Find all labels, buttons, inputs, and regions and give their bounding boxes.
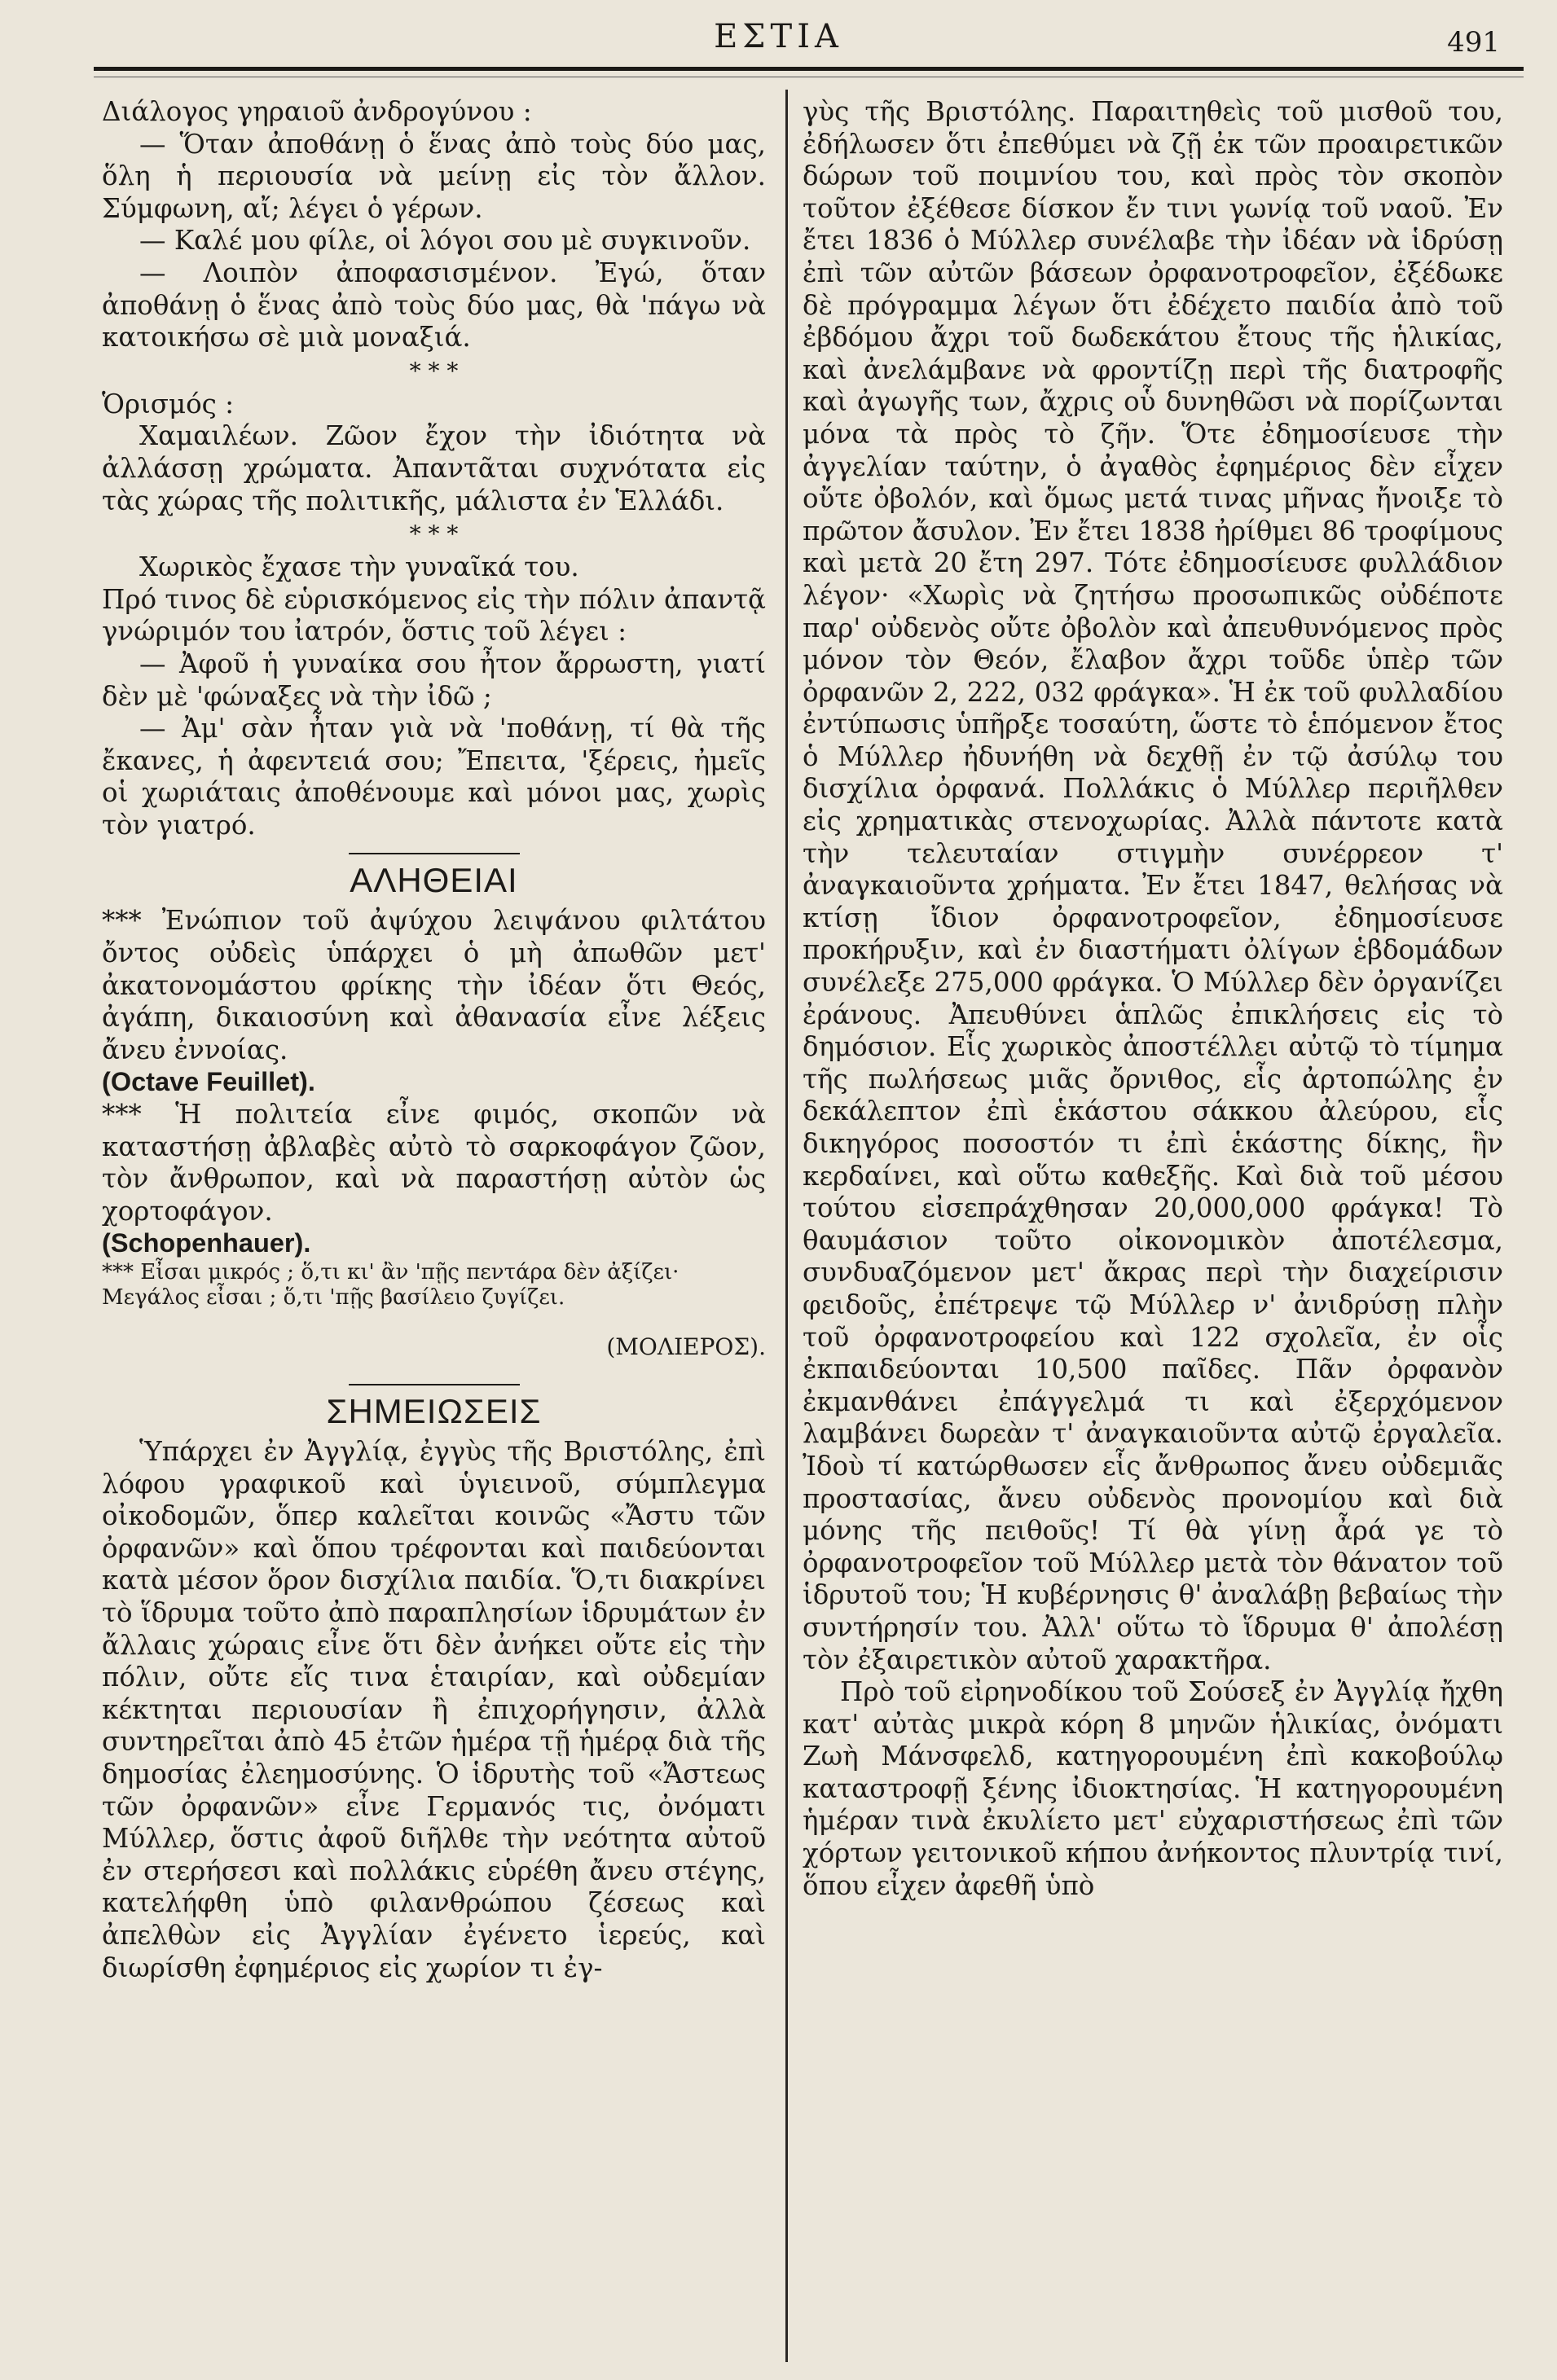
- anecdote-line: Χωρικὸς ἔχασε τὴν γυναῖκά του.: [139, 551, 579, 583]
- left-column: [102, 96, 766, 1984]
- definition-text: Χαμαιλέων. Ζῶον ἔχον τὴν ἰδιότητα νὰ ἀλλάσσῃ χρώματα. Ἀπαντᾶται συχνότατα εἰς τὰς χώρας τῆς πολιτικῆς, μάλιστα ἐν Ἑλλάδι.: [102, 420, 766, 516]
- note-text-continued: γὺς τῆς Βριστόλης. Παραιτηθεὶς τοῦ μισθοῦ του, ἐδήλωσεν ὅτι ἐπεθύμει νὰ ζῇ ἐκ τῶν προαιρετικῶν δώρων τοῦ ποιμνίου του, καὶ πρὸς τὸν σκοπὸν τοῦτον ἐξέθεσε δίσκον ἔν τινι γωνίᾳ τοῦ ναοῦ. Ἐν ἔτει 1836 ὁ Μύλλερ συνέλαβε τὴν ἰδέαν νὰ ἱδρύσῃ ἐπὶ τῶν αὐτῶν βάσεων ὀρφανοτροφεῖον, ἐξέδωκε δὲ πρόγραμμα λέγων ὅτι ἐδέχετο παιδία ἀπὸ τοῦ ἐβδόμου ἄχρι τοῦ δωδεκάτου ἔτους τῆς ἡλικίας, καὶ ἀνελάμβανε νὰ φροντίζῃ περὶ τῆς διατροφῆς καὶ ἀγωγῆς των, ἄχρις οὗ δυνηθῶσι νὰ πορίζωνται μόνα τὰ πρὸς τὸ ζῆν. Ὅτε ἐδημοσίευσε τὴν ἀγγελίαν ταύτην, ὁ ἀγαθὸς ἐφημέριος δὲν εἶχεν οὔτε ὀβολόν, καὶ ὅμως μετά τινας μῆνας ἤνοιξε τὸ πρῶτον ἄσυλον. Ἐν ἔτει 1838 ἠρίθμει 86 τροφίμους καὶ μετὰ 20 ἔτη 297. Τότε ἐδημοσίευσε φυλλάδιον λέγον· «Χωρὶς νὰ ζητήσω προσωπικῶς οὐδέποτε παρ' οὐδενὸς οὔτε ὀβολὸν καὶ ἀπευθυνόμενος πρὸς μόνον τὸν Θεόν, ἔλαβον ἄχρι τοῦδε ὑπὲρ τῶν ὀρφανῶν 2, 222, 032 φράγκα». Ἡ ἐκ τοῦ φυλλαδίου ἐντύπωσις ὑπῆρξε τοσαύτη, ὥστε τὸ ἑπόμενον ἔτος ὁ Μύλλερ ἠδυνήθη νὰ δεχθῇ ἐν τῷ ἀσύλῳ του δισχίλια ὀρφανά. Πολλάκις ὁ Μύλλερ περιῆλθεν εἰς χρηματικὰς στενοχωρίας. Ἀλλὰ πάντοτε κατὰ τὴν τελευταίαν στιγμὴν συνέρρεον τ' ἀναγκαιοῦντα χρήματα. Ἐν ἔτει 1847, θελήσας νὰ κτίσῃ ἴδιον ὀρφανοτροφεῖον, ἐδημοσίευσε προκήρυξιν, καὶ ἐν διαστήματι ὀλίγων ἑβδομάδων συνέλεξε 275,000 φράγκα. Ὁ Μύλλερ δὲν ὀργανίζει ἐράνους. Ἀπευθύνει ἁπλῶς ἐπικλήσεις εἰς τὸ δημόσιον. Εἷς χωρικὸς ἀποστέλλει αὐτῷ τὸ τίμημα τῆς πωλήσεως μιᾶς ὄρνιθος, εἷς ἀρτοπώλης ἐν δεκάλεπτον ἐπὶ ἑκάστου σάκκου ἀλεύρου, εἷς δικηγόρος ποσοστόν τι ἐπὶ ἑκάστης δίκης, ἣν κερδαίνει, καὶ οὕτω καθεξῆς. Καὶ διὰ τοῦ μέσου τούτου εἰσεπράχθησαν 20,000,000 φράγκα! Τὸ θαυμάσιον τοῦτο οἰκονομικὸν ἀποτέλεσμα, συνδυαζόμενον μετ' ἄκρας περὶ τὴν διαχείρισιν φειδοῦς, ἐπέτρεψε τῷ Μύλλερ ν' ἀνιδρύσῃ πλὴν τοῦ ὀρφανοτροφείου καὶ 122 σχολεῖα, ἐν οἷς ἐκπαιδεύονται 10,500 παῖδες. Πᾶν ὀρφανὸν ἐκμανθάνει ἐπάγγελμά τι καὶ ἐξερχόμενον λαμβάνει δωρεὰν τ' ἀναγκαιοῦντα αὐτῷ ἐργαλεῖα. Ἰδοὺ τί κατώρθωσεν εἷς ἄνθρωπος ἄνευ οὐδεμιᾶς προστασίας, ἄνευ οὐδενὸς προνομίου καὶ διὰ μόνης τῆς πειθοῦς! Τί θὰ γίνῃ ἆρά γε τὸ ὀρφανοτροφεῖον τοῦ Μύλλερ μετὰ τὸν θάνατον τοῦ ἱδρυτοῦ του; Ἡ κυβέρνησις θ' ἀναλάβῃ βεβαίως τὴν συντήρησίν του. Ἀλλ' οὕτω τὸ ἵδρυμα θ' ἀπολέσῃ τὸν ἐξαιρετικὸν αὐτοῦ χαρακτῆρα.: [803, 96, 1503, 1675]
- verse-line: *** Εἶσαι μικρός ; ὅ,τι κι' ἂν 'πῇς πεντάρα δὲν ἀξίζει·: [102, 1260, 680, 1284]
- masthead-title: ΕΣΤΙΑ: [714, 18, 843, 55]
- verse-line: Μεγάλος εἶσαι ; ὅ,τι 'πῇς βασίλειο ζυγίζει.: [102, 1285, 565, 1310]
- notes-heading: ΣΗΜΕΙΩΣΕΙΣ: [326, 1392, 542, 1430]
- section-rule: [349, 1384, 520, 1385]
- column-divider: [785, 90, 788, 2362]
- note-text: Ὑπάρχει ἐν Ἀγγλίᾳ, ἐγγὺς τῆς Βριστόλης, ἐπὶ λόφου γραφικοῦ καὶ ὑγιεινοῦ, σύμπλεγμα οἰκοδομῶν, ὅπερ καλεῖται κοινῶς «Ἄστυ τῶν ὀρφανῶν» καὶ ὅπου τρέφονται καὶ παιδεύονται κατὰ μέσον ὅρον δισχίλια παιδία. Ὅ,τι διακρίνει τὸ ἵδρυμα τοῦτο ἀπὸ παραπλησίων ἱδρυμάτων ἐν ἄλλαις χώραις εἶνε ὅτι δὲν ἀνήκει οὔτε εἰς τὴν πόλιν, οὔτε εἴς τινα ἑταιρίαν, καὶ οὐδεμίαν κέκτηται περιουσίαν ἢ ἐπιχορήγησιν, ἀλλὰ συντηρεῖται ἀπὸ 45 ἐτῶν ἡμέρα τῇ ἡμέρᾳ διὰ τῆς δημοσίας ἐλεημοσύνης. Ὁ ἱδρυτὴς τοῦ «Ἄστεως τῶν ὀρφανῶν» εἶνε Γερμανός τις, ὀνόματι Μύλλερ, ὅστις ἀφοῦ διῆλθε τὴν νεότητα αὐτοῦ ἐν στερήσεσι καὶ πολλάκις εὑρέθη ἄνευ στέγης, κατελήφθη ὑπὸ φιλανθρώπου ζέσεως καὶ ἀπελθὼν εἰς Ἀγγλίαν ἐγένετο ἱερεύς, καὶ διωρίσθη ἐφημέριος εἰς χωρίον τι ἐγ-: [102, 1436, 766, 1983]
- truths-heading: ΑΛΗΘΕΙΑΙ: [350, 861, 518, 900]
- anecdote-line: Πρό τινος δὲ εὑρισκόμενος εἰς τὴν πόλιν ἀπαντᾷ γνώριμόν του ἰατρόν, ὅστις τοῦ λέγει :: [102, 583, 766, 648]
- quote-author: (Octave Feuillet).: [102, 1067, 315, 1097]
- quote-author: (Schopenhauer).: [102, 1228, 311, 1258]
- truth-quote: *** Ἡ πολιτεία εἶνε φιμός, σκοπῶν νὰ καταστήσῃ ἀβλαβὲς αὐτὸ τὸ σαρκοφάγον ζῶον, τὸν ἄνθρωπον, καὶ νὰ παραστήσῃ αὐτὸν ὡς χορτοφάγον.: [102, 1099, 766, 1227]
- dialogue-line: — Καλέ μου φίλε, οἱ λόγοι σου μὲ συγκινοῦν.: [139, 225, 751, 257]
- right-column: [803, 96, 1503, 1902]
- anecdote-line: — Ἀμ' σὰν ἦταν γιὰ νὰ 'ποθάνῃ, τί θὰ τῆς ἔκανες, ἡ ἀφεντειά σου; Ἔπειτα, 'ξέρεις, ἠμεῖς οἱ χωριάταις ἀποθένουμε καὶ μόνοι μας, χωρὶς τὸν γιατρό.: [102, 713, 766, 841]
- definition-heading: Ὁρισμός :: [102, 388, 235, 419]
- section-rule: [349, 853, 520, 854]
- header-rule: [94, 67, 1524, 71]
- dialogue-line: — Ὅταν ἀποθάνῃ ὁ ἕνας ἀπὸ τοὺς δύο μας, ὅλη ἡ περιουσία νὰ μείνῃ εἰς τὸν ἄλλον. Σύμφωνη, αἴ; λέγει ὁ γέρων.: [102, 128, 766, 224]
- page-number: 491: [1447, 26, 1500, 59]
- dialogue-line: — Λοιπὸν ἀποφασισμένον. Ἐγώ, ὅταν ἀποθάνῃ ὁ ἕνας ἀπὸ τοὺς δύο μας, θὰ 'πάγω νὰ κατοικήσω σὲ μιὰ μοναξιά.: [102, 257, 766, 353]
- anecdote-line: — Ἀφοῦ ἡ γυναίκα σου ἦτον ἄρρωστη, γιατί δὲν μὲ 'φώναξες νὰ τὴν ἰδῶ ;: [102, 648, 766, 712]
- dialogue-intro: Διάλογος γηραιοῦ ἀνδρογύνου :: [102, 96, 532, 127]
- note-text: Πρὸ τοῦ εἰρηνοδίκου τοῦ Σούσεξ ἐν Ἀγγλίᾳ ἤχθη κατ' αὐτὰς μικρὰ κόρη 8 μηνῶν ἡλικίας, ὀνόματι Ζωὴ Μάνσφελδ, κατηγορουμένη ἐπὶ κακοβούλῳ καταστροφῇ ξένης ἰδιοκτησίας. Ἡ κατηγορουμένη ἡμέραν τινὰ ἐκυλίετο μετ' εὐχαριστήσεως ἐπὶ τῶν χόρτων γειτονικοῦ κήπου ἀνήκοντος πλυντρίᾳ τινί, ὅπου εἶχεν ἀφεθῆ ὑπὸ: [803, 1676, 1503, 1901]
- quote-author: (ΜΟΛΙΕΡΟΣ).: [606, 1333, 766, 1360]
- section-asterisks: * * *: [409, 520, 459, 548]
- truth-quote: *** Ἐνώπιον τοῦ ἀψύχου λειψάνου φιλτάτου ὄντος οὐδεὶς ὑπάρχει ὁ μὴ ἀπωθῶν μετ' ἀκατονομάστου φρίκης τὴν ἰδέαν ὅτι Θεός, ἀγάπη, δικαιοσύνη καὶ ἀθανασία εἶνε λέξεις ἄνευ ἐννοίας.: [102, 905, 766, 1065]
- section-asterisks: * * *: [409, 357, 459, 384]
